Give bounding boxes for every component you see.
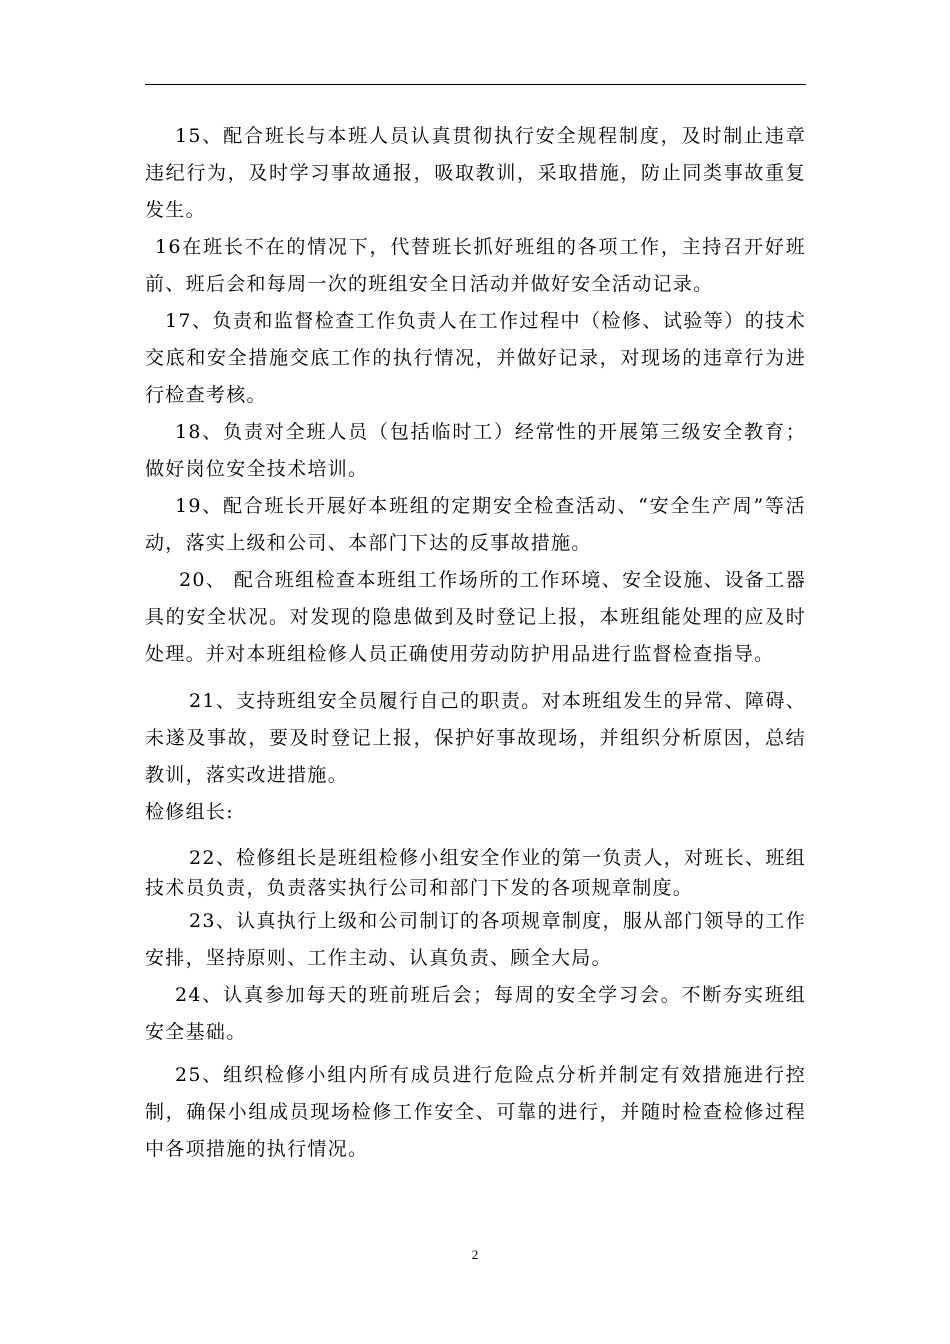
- paragraph-20: 20、 配合班组检查本班组工作场所的工作环境、安全设施、设备工器具的安全状况。对发现的隐患做到及时登记上报，本班组能处理的应及时处理。并对本班组检修人员正确使用劳动防护用品进行监督检查指导。: [145, 569, 806, 665]
- paragraph-18: 18、负责对全班人员（包括临时工）经常性的开展第三级安全教育；做好岗位安全技术培训。: [145, 421, 806, 480]
- page-number: 2: [471, 1247, 479, 1262]
- paragraph-25: 25、组织检修小组内所有成员进行危险点分析并制定有效措施进行控制，确保小组成员现场检修工作安全、可靠的进行，并随时检查检修过程中各项措施的执行情况。: [145, 1064, 806, 1160]
- paragraph-16: 16在班长不在的情况下，代替班长抓好班组的各项工作，主持召开好班前、班后会和每周一次的班组安全日活动并做好安全活动记录。: [145, 236, 806, 295]
- paragraph-21: 21、支持班组安全员履行自己的职责。对本班组发生的异常、障碍、未遂及事故，要及时登记上报，保护好事故现场，并组织分析原因，总结教训，落实改进措施。: [145, 690, 806, 786]
- document-body: [145, 118, 806, 1168]
- paragraph-19: 19、配合班长开展好本班组的定期安全检查活动、“安全生产周”等活动，落实上级和公司、本部门下达的反事故措施。: [145, 495, 806, 554]
- header-rule: [145, 84, 806, 85]
- paragraph-24: 24、认真参加每天的班前班后会；每周的安全学习会。不断夯实班组安全基础。: [145, 984, 806, 1043]
- paragraph-22: 22、检修组长是班组检修小组安全作业的第一负责人，对班长、班组技术员负责，负责落实执行公司和部门下发的各项规章制度。: [145, 847, 806, 899]
- section-label-maintenance-leader: 检修组长:: [145, 801, 234, 823]
- paragraph-23: 23、认真执行上级和公司制订的各项规章制度，服从部门领导的工作安排，坚持原则、工作主动、认真负责、顾全大局。: [145, 910, 806, 969]
- paragraph-15: 15、配合班长与本班人员认真贯彻执行安全规程制度，及时制止违章违纪行为，及时学习事故通报，吸取教训，采取措施，防止同类事故重复发生。: [145, 125, 806, 221]
- paragraph-17: 17、负责和监督检查工作负责人在工作过程中（检修、试验等）的技术交底和安全措施交底工作的执行情况，并做好记录，对现场的违章行为进行检查考核。: [145, 310, 806, 406]
